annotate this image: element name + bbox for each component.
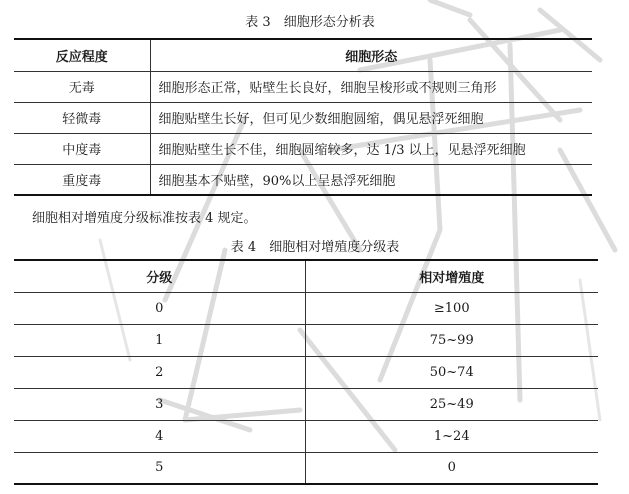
proliferation-cell: 75~99 [305,324,598,356]
table-row [14,102,592,133]
grade-cell: 4 [14,420,305,452]
morphology-cell: 细胞贴壁生长不佳，细胞圆缩较多，达 1/3 以上，见悬浮死细胞 [150,133,592,164]
table-row [14,71,592,102]
header-reaction-level: 反应程度 [14,39,150,71]
table-row [14,133,592,164]
grade-cell: 3 [14,388,305,420]
proliferation-grade-table [14,259,598,485]
grade-cell: 1 [14,324,305,356]
table-row [14,356,598,388]
proliferation-cell: ≥100 [305,292,598,324]
table-row [14,164,592,195]
reaction-level-cell: 重度毒 [14,164,150,195]
header-cell-morphology: 细胞形态 [150,39,592,71]
reaction-level-cell: 轻微毒 [14,102,150,133]
proliferation-cell: 25~49 [305,388,598,420]
reaction-level-cell: 无毒 [14,71,150,102]
grade-cell: 0 [14,292,305,324]
morphology-cell: 细胞贴壁生长好，但可见少数细胞圆缩，偶见悬浮死细胞 [150,102,592,133]
table-row [14,420,598,452]
table-header-row [14,39,592,71]
grade-cell: 2 [14,356,305,388]
table-row [14,388,598,420]
header-relative-proliferation: 相对增殖度 [305,260,598,292]
header-grade: 分级 [14,260,305,292]
table4-caption: 表 4 细胞相对增殖度分级表 [230,240,400,255]
grade-cell: 5 [14,452,305,484]
proliferation-cell: 50~74 [305,356,598,388]
grading-note: 细胞相对增殖度分级标准按表 4 规定。 [32,211,257,226]
cell-morphology-table [14,38,592,196]
proliferation-cell: 0 [305,452,598,484]
table-header-row [14,260,598,292]
table3-caption: 表 3 细胞形态分析表 [245,15,375,30]
proliferation-cell: 1~24 [305,420,598,452]
morphology-cell: 细胞基本不贴壁，90%以上呈悬浮死细胞 [150,164,592,195]
table-row [14,452,598,484]
table-row [14,324,598,356]
table-row [14,292,598,324]
reaction-level-cell: 中度毒 [14,133,150,164]
morphology-cell: 细胞形态正常，贴壁生长良好，细胞呈梭形或不规则三角形 [150,71,592,102]
